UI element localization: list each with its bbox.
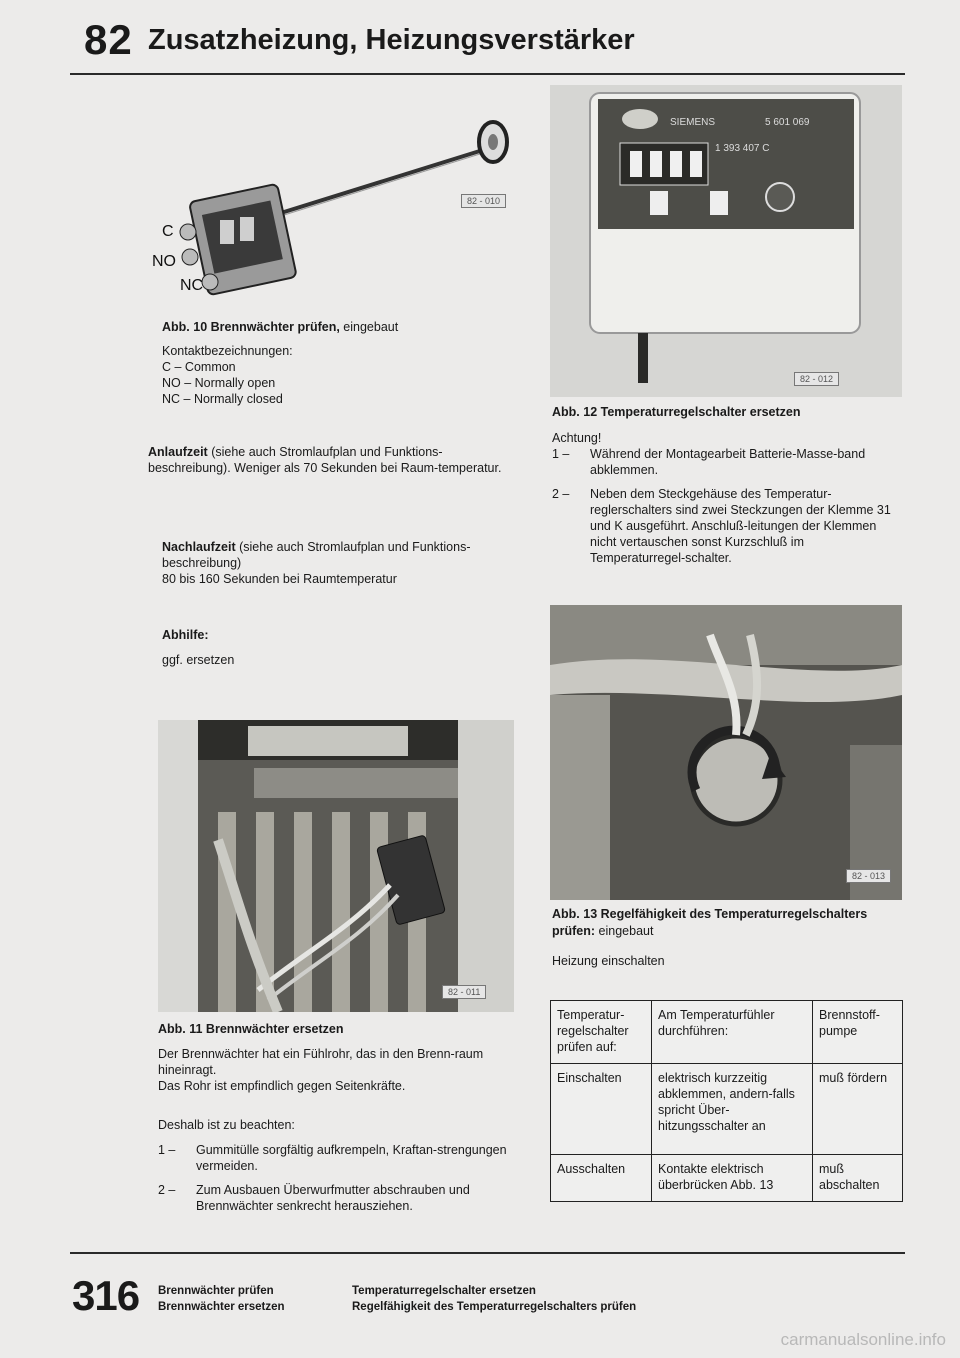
table-cell: Brennstoff-pumpe: [813, 1001, 903, 1064]
list-text: Während der Montagearbeit Batterie-Masse-band abklemmen.: [590, 447, 866, 477]
figure-11-caption: Abb. 11 Brennwächter ersetzen: [158, 1022, 344, 1036]
list-item: [158, 1142, 514, 1174]
figure-12-caption: Abb. 12 Temperaturregelschalter ersetzen: [552, 405, 801, 419]
watermark: carmanualsonline.info: [780, 1330, 946, 1349]
page-number: 316: [72, 1272, 140, 1319]
anlaufzeit-label: Anlaufzeit: [148, 445, 208, 459]
figure-10-caption: [162, 319, 512, 336]
achtung-label: Achtung!: [552, 431, 602, 445]
designation-line: C – Common: [162, 360, 236, 374]
footer-rule: [70, 1252, 905, 1254]
contact-label-nc: NC: [180, 277, 204, 294]
abhilfe-heading: Abhilfe:: [162, 628, 209, 642]
nachlaufzeit-paragraph: [162, 539, 524, 587]
relay-brand: SIEMENS: [670, 117, 716, 128]
abhilfe-text: ggf. ersetzen: [162, 653, 235, 667]
chapter-number: 82: [84, 16, 133, 63]
paragraph: Das Rohr ist empfindlich gegen Seitenkräfte.: [158, 1079, 406, 1093]
list-item: [552, 446, 892, 478]
table-cell: elektrisch kurzzeitig abklemmen, andern-falls spricht Über-hitzungsschalter an: [652, 1064, 813, 1155]
figure-10-photo: [148, 112, 520, 307]
nachlaufzeit-value: 80 bis 160 Sekunden bei Raumtemperatur: [162, 572, 397, 586]
table-cell: Temperatur-regelschalter prüfen auf:: [551, 1001, 652, 1064]
list-item: [552, 486, 892, 566]
footer-entry: Regelfähigkeit des Temperaturregelschalters prüfen: [352, 1301, 637, 1313]
table-row: [551, 1064, 903, 1155]
relay-partnumber: 5 601 069: [765, 117, 810, 128]
table-row: [551, 1155, 903, 1202]
table-cell: Ausschalten: [551, 1155, 652, 1202]
figure-11-photo: [158, 720, 514, 1012]
figure-11-list: [158, 1142, 514, 1214]
table-header-row: [551, 1001, 903, 1064]
designation-line: NO – Normally open: [162, 376, 276, 390]
table-cell: muß fördern: [813, 1064, 903, 1155]
caption-rest: eingebaut: [595, 924, 654, 938]
test-table: [550, 1000, 903, 1202]
footer-entry: Brennwächter ersetzen: [158, 1301, 285, 1313]
figure-11-text: [158, 1046, 514, 1094]
heizung-einschalten: Heizung einschalten: [552, 954, 665, 968]
figure-13-caption: [552, 906, 902, 940]
figure-ref-label: 82 - 013: [846, 869, 891, 883]
paragraph: Der Brennwächter hat ein Fühlrohr, das in den Brenn-raum hineinragt.: [158, 1047, 484, 1077]
list-text: Neben dem Steckgehäuse des Temperatur-reglerschalters sind zwei Steckzungen der Klemme 31 und K ausgeführt. Anschluß-leitungen der Klemmen nicht vertauschen sonst Kurzschluß im Temperaturregel-schalter.: [590, 487, 891, 565]
table-cell: Einschalten: [551, 1064, 652, 1155]
list-text: Gummitülle sorgfältig aufkrempeln, Kraftan-strengungen vermeiden.: [196, 1143, 507, 1173]
nachlaufzeit-label: Nachlaufzeit: [162, 540, 236, 554]
figure-12-text: [552, 430, 892, 566]
footer-column-2: [352, 1283, 636, 1315]
designation-line: Kontaktbezeichnungen:: [162, 344, 293, 358]
figure-11-intro: Deshalb ist zu beachten:: [158, 1118, 295, 1132]
table-cell: Am Temperaturfühler durchführen:: [652, 1001, 813, 1064]
contact-label-no: NO: [152, 253, 176, 270]
caption-bold: Abb. 13 Regelfähigkeit des Temperaturregelschalters prüfen:: [552, 907, 868, 938]
header-rule: [70, 73, 905, 75]
anlaufzeit-paragraph: [148, 444, 520, 476]
contact-designations: [162, 343, 502, 407]
table-cell: muß abschalten: [813, 1155, 903, 1202]
anlaufzeit-text: (siehe auch Stromlaufplan und Funktions-beschreibung). Weniger als 70 Sekunden bei Raum-temperatur.: [148, 445, 502, 475]
footer-entry: Brennwächter prüfen: [158, 1285, 274, 1297]
caption-bold: Abb. 10 Brennwächter prüfen,: [162, 320, 340, 334]
list-number: 2 –: [158, 1183, 176, 1197]
nachlaufzeit-text: (siehe auch Stromlaufplan und Funktions-beschreibung): [162, 540, 471, 570]
contact-label-c: C: [162, 223, 174, 240]
designation-line: NC – Normally closed: [162, 392, 283, 406]
figure-13-photo: [550, 605, 902, 900]
footer-entry: Temperaturregelschalter ersetzen: [352, 1285, 536, 1297]
figure-ref-label: 82 - 012: [794, 372, 839, 386]
table-cell: Kontakte elektrisch überbrücken Abb. 13: [652, 1155, 813, 1202]
figure-ref-label: 82 - 010: [461, 194, 506, 208]
figure-12-photo: [550, 85, 902, 397]
figure-ref-label: 82 - 011: [442, 985, 486, 999]
list-number: 2 –: [552, 487, 570, 501]
list-number: 1 –: [158, 1143, 176, 1157]
relay-code: 1 393 407 C: [715, 143, 770, 154]
list-text: Zum Ausbauen Überwurfmutter abschrauben und Brennwächter senkrecht herausziehen.: [196, 1183, 470, 1213]
caption-rest: eingebaut: [339, 320, 399, 334]
footer-column-1: [158, 1283, 285, 1315]
list-number: 1 –: [552, 447, 570, 461]
chapter-title: Zusatzheizung, Heizungsverstärker: [148, 24, 635, 56]
list-item: [158, 1182, 514, 1214]
